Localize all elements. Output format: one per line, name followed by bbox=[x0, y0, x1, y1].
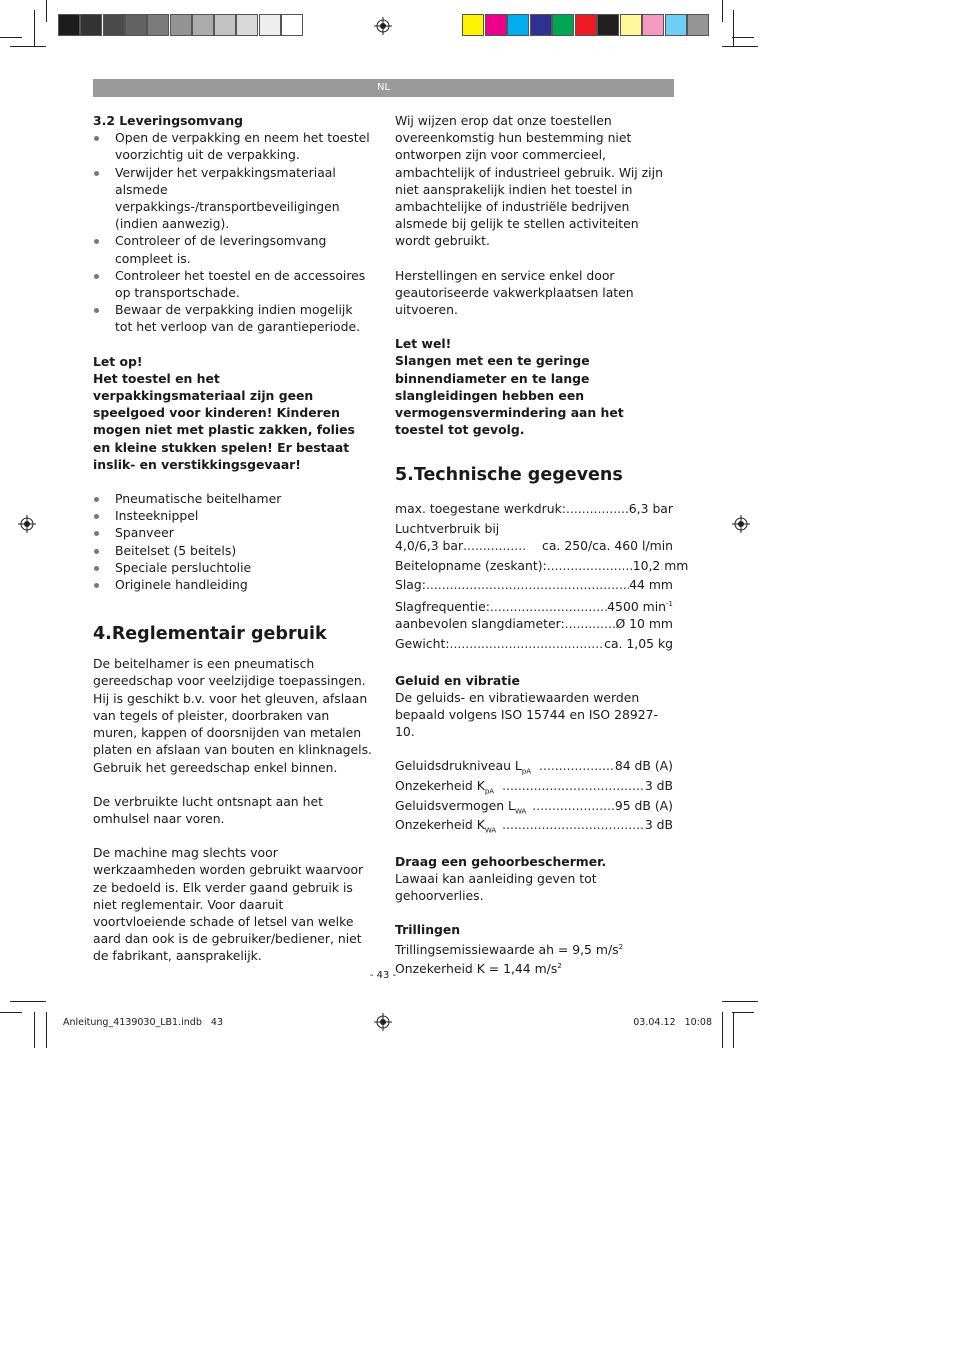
spec-label: Beitelopname (zeskant): bbox=[395, 557, 547, 573]
footer-filename: Anleitung_4139030_LB1.indb 43 bbox=[63, 1017, 223, 1028]
spec-label: Onzekerheid K bbox=[395, 778, 485, 794]
color-swatch bbox=[552, 14, 574, 36]
spec-value: Ø 10 mm bbox=[615, 616, 673, 632]
spec-label: aanbevolen slangdiameter: bbox=[395, 616, 565, 632]
paragraph: Gebruik het gereedschap enkel binnen. bbox=[93, 759, 338, 775]
left-column bbox=[93, 112, 373, 965]
paragraph: Herstellingen en service enkel door geautoriseerde vakwerkplaatsen laten uitvoeren. bbox=[395, 267, 634, 318]
ear-protection-title: Draag een gehoorbeschermer. bbox=[395, 853, 607, 869]
spec-value: 3 dB bbox=[644, 817, 673, 833]
crop-mark bbox=[722, 1001, 758, 1002]
spec-value: 10,2 mm bbox=[632, 557, 689, 573]
color-swatch bbox=[530, 14, 552, 36]
gray-swatch bbox=[80, 14, 102, 36]
color-swatch bbox=[642, 14, 664, 36]
section-3-2-title: 3.2 Leveringsomvang bbox=[93, 113, 244, 128]
vibration-value: Trillingsemissiewaarde ah = 9,5 $m/s^2$ bbox=[395, 941, 624, 957]
crop-mark bbox=[0, 1012, 22, 1013]
spec-label: Slag: bbox=[395, 577, 426, 593]
warning-title: Let op! bbox=[93, 353, 143, 369]
spec-row bbox=[395, 596, 673, 616]
spec-subscript: pA bbox=[521, 767, 532, 776]
crop-mark bbox=[0, 37, 22, 38]
crop-mark bbox=[733, 10, 734, 46]
spec-label: Onzekerheid K bbox=[395, 817, 485, 833]
spec-subscript: WA bbox=[514, 807, 527, 816]
footer-date: 03.04.12 10:08 bbox=[633, 1017, 712, 1028]
color-swatch bbox=[462, 14, 484, 36]
spec-row bbox=[395, 520, 673, 537]
gray-swatch bbox=[281, 14, 303, 36]
crop-mark bbox=[46, 1012, 47, 1048]
color-swatch bbox=[665, 14, 687, 36]
gray-swatch bbox=[58, 14, 80, 36]
color-swatch bbox=[620, 14, 642, 36]
note-title: Let wel! bbox=[395, 336, 452, 352]
spec-label: Geluidsvermogen L bbox=[395, 797, 515, 813]
color-swatch bbox=[507, 14, 529, 36]
list-item: Originele handleiding bbox=[93, 576, 373, 593]
crop-mark bbox=[34, 1012, 35, 1048]
unpacking-steps-list bbox=[93, 129, 373, 335]
crop-mark bbox=[722, 0, 723, 22]
paragraph: De machine mag slechts voor werkzaamheden worden gebruikt waarvoor ze bedoeld is. Elk verder gaand gebruik is niet reglementair. Voor daaruit voortvloeiende schade of letsel van welke aard dan ook is de gebruiker/bediener, niet de fabrikant, aansprakelijk. bbox=[93, 845, 364, 964]
page-number: - 43 - bbox=[369, 970, 397, 981]
contents-list bbox=[93, 490, 373, 593]
crop-mark bbox=[46, 0, 47, 22]
vibration-uncertainty: Onzekerheid K = 1,44 $m/s^2$ bbox=[395, 961, 562, 977]
spec-row bbox=[395, 635, 673, 655]
color-swatch bbox=[485, 14, 507, 36]
spec-row bbox=[395, 797, 673, 817]
list-item: Open de verpakking en neem het toestel voorzichtig uit de verpakking. bbox=[93, 129, 373, 163]
spec-label: Geluidsdrukniveau L bbox=[395, 758, 522, 774]
list-item: Verwijder het verpakkingsmateriaal alsmede verpakkings-/transportbeveiligingen (indien aanwezig). bbox=[93, 164, 373, 233]
spec-value: ca. 250/ca. 460 l/min bbox=[542, 538, 673, 554]
section-4-title: 4.Reglementair gebruik bbox=[93, 624, 327, 645]
spec-row bbox=[395, 557, 689, 577]
warning-text: Het toestel en het verpakkingsmateriaal zijn geen speelgoed voor kinderen! Kinderen mogen niet met plastic zakken, folies en kleine stukken spelen! Er bestaat inslik- en verstikkingsgevaar! bbox=[93, 370, 355, 472]
crop-mark bbox=[732, 37, 754, 38]
registration-mark-icon bbox=[374, 1013, 392, 1031]
spec-row bbox=[395, 500, 673, 520]
gray-swatch bbox=[147, 14, 169, 36]
list-item: Spanveer bbox=[93, 524, 373, 541]
right-column bbox=[395, 112, 689, 977]
spec-row bbox=[395, 537, 673, 557]
registration-mark-icon bbox=[374, 17, 392, 35]
paragraph: De beitelhamer is een pneumatisch gereedschap voor veelzijdige toepassingen. Hij is geschikt b.v. voor het gleuven, afslaan van tegels of pleister, doorbraken van muren, kappen of doorsnijden van metalen platen en afslaan van bouten en klinknagels. bbox=[93, 656, 372, 758]
list-item: Speciale persluchtolie bbox=[93, 559, 373, 576]
list-item: Bewaar de verpakking indien mogelijk tot het verloop van de garantieperiode. bbox=[93, 301, 373, 335]
paragraph: Lawaai kan aanleiding geven tot gehoorverlies. bbox=[395, 871, 597, 904]
spec-list bbox=[395, 500, 689, 654]
spec-label: Luchtverbruik bij bbox=[395, 521, 500, 537]
spec-subscript: WA bbox=[484, 826, 497, 835]
crop-mark bbox=[722, 46, 758, 47]
list-item: Pneumatische beitelhamer bbox=[93, 490, 373, 507]
spec-subscript: pA bbox=[484, 787, 495, 796]
spec-value: 3 dB bbox=[644, 778, 673, 794]
paragraph: De verbruikte lucht ontsnapt aan het omhulsel naar voren. bbox=[93, 793, 323, 826]
vibration-title: Trillingen bbox=[395, 922, 461, 938]
crop-mark bbox=[733, 1012, 734, 1048]
spec-label: Gewicht: bbox=[395, 636, 450, 652]
spec-row bbox=[395, 757, 673, 777]
noise-title: Geluid en vibratie bbox=[395, 672, 520, 688]
gray-swatch bbox=[125, 14, 147, 36]
gray-swatch bbox=[214, 14, 236, 36]
gray-swatch bbox=[236, 14, 258, 36]
color-swatch bbox=[687, 14, 709, 36]
color-swatch bbox=[575, 14, 597, 36]
noise-values bbox=[395, 757, 673, 835]
crop-mark bbox=[732, 1012, 754, 1013]
spec-label: 4,0/6,3 bar bbox=[395, 538, 464, 554]
list-item: Beitelset (5 beitels) bbox=[93, 542, 373, 559]
spec-row bbox=[395, 816, 673, 836]
list-item: Controleer of de leveringsomvang compleet is. bbox=[93, 232, 373, 266]
spec-row bbox=[395, 576, 673, 596]
section-5-title: 5.Technische gegevens bbox=[395, 465, 623, 486]
spec-unit-superscript: -1 bbox=[666, 599, 673, 608]
registration-mark-icon bbox=[18, 515, 36, 533]
crop-mark bbox=[722, 1012, 723, 1048]
spec-row bbox=[395, 615, 673, 635]
language-label: NL bbox=[376, 82, 391, 93]
language-header-bar bbox=[93, 79, 674, 97]
list-item: Insteeknippel bbox=[93, 507, 373, 524]
spec-row bbox=[395, 777, 673, 797]
gray-swatch bbox=[103, 14, 125, 36]
color-swatch bbox=[597, 14, 619, 36]
spec-value: 4500 min bbox=[607, 598, 667, 614]
paragraph: De geluids- en vibratiewaarden werden bepaald volgens ISO 15744 en ISO 28927-10. bbox=[395, 689, 658, 740]
registration-mark-icon bbox=[732, 515, 750, 533]
note-text: Slangen met een te geringe binnendiameter en te lange slangleidingen hebben een vermogensvermindering aan het toestel tot gevolg. bbox=[395, 353, 624, 438]
crop-mark bbox=[10, 1001, 46, 1002]
paragraph: Wij wijzen erop dat onze toestellen overeenkomstig hun bestemming niet ontworpen zijn voor commercieel, ambachtelijk of industrieel gebruik. Wij zijn niet aansprakelijk indien het toestel in ambachtelijke of industriële bedrijven alsmede bij gelijk te stellen activiteiten wordt gebruikt. bbox=[395, 113, 663, 249]
spec-label: Slagfrequentie: bbox=[395, 598, 490, 614]
crop-mark bbox=[10, 46, 46, 47]
spec-value: 44 mm bbox=[629, 577, 673, 593]
spec-value: 84 dB (A) bbox=[614, 758, 673, 774]
crop-mark bbox=[34, 10, 35, 46]
gray-swatch bbox=[192, 14, 214, 36]
gray-swatch bbox=[259, 14, 281, 36]
spec-value: 6,3 bar bbox=[628, 501, 673, 517]
spec-value: ca. 1,05 kg bbox=[604, 636, 673, 652]
list-item: Controleer het toestel en de accessoires op transportschade. bbox=[93, 267, 373, 301]
gray-swatch bbox=[170, 14, 192, 36]
spec-value: 95 dB (A) bbox=[614, 797, 673, 813]
spec-label: max. toegestane werkdruk: bbox=[395, 501, 566, 517]
